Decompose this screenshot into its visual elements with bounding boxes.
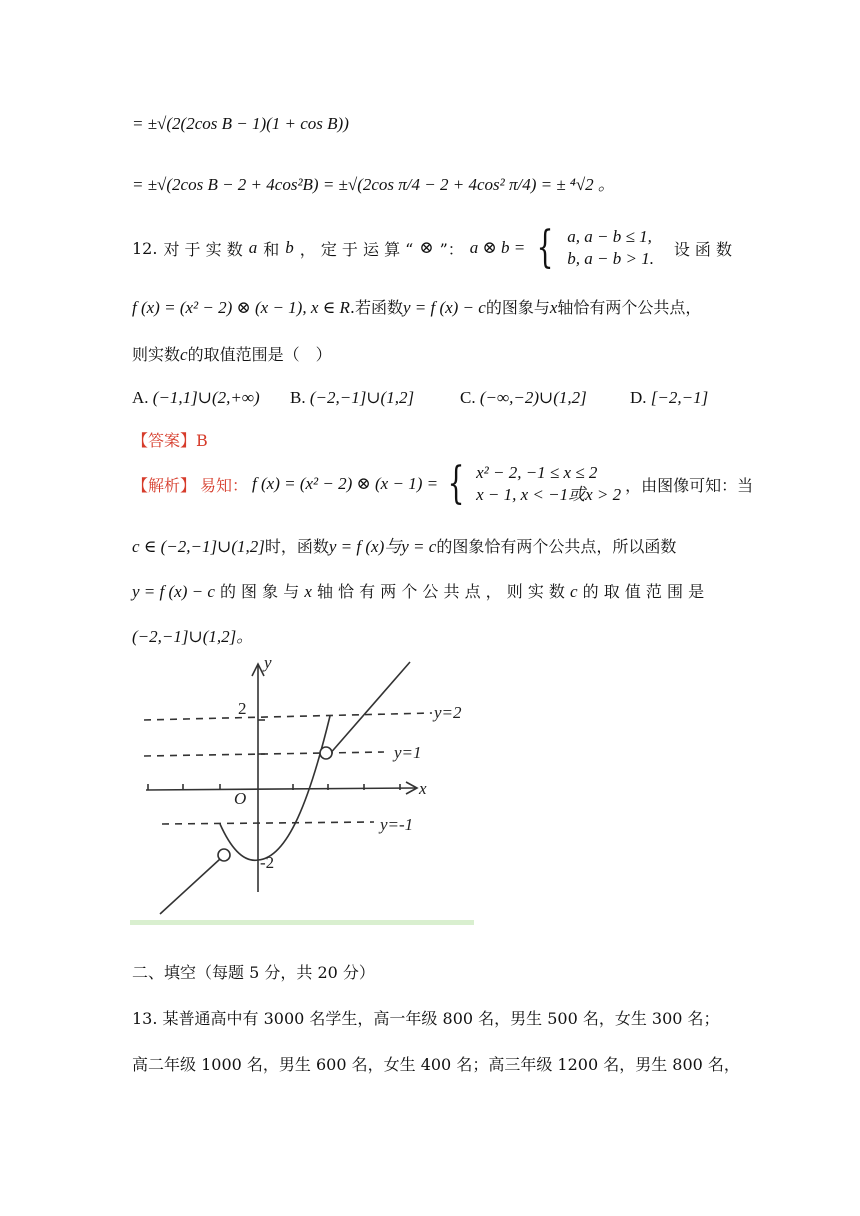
y-axis-label: y — [264, 653, 272, 672]
analysis-label: 【解析】 — [132, 475, 197, 495]
tick-label-m2: -2 — [260, 853, 275, 872]
q12-stem-h: 则实数 — [132, 345, 181, 364]
x-axis-line — [146, 788, 416, 790]
x-axis-label: x — [419, 779, 427, 798]
dashed-line-ym1 — [162, 822, 374, 824]
analysis-case-2: x − 1, x < −1或x > 2 — [476, 485, 622, 504]
analysis-after: ，由图像可知：当 — [625, 475, 754, 495]
q12-def-cases — [567, 226, 654, 270]
tick-label-2: 2 — [238, 699, 247, 718]
brace: { — [447, 458, 465, 509]
analysis-cases — [476, 462, 621, 506]
answer-label: 【答案】 — [132, 431, 197, 450]
option-c — [460, 388, 587, 408]
origin-label: O — [234, 789, 247, 808]
right-line-segment — [328, 662, 410, 756]
q12-line-1 — [132, 222, 732, 273]
option-a-label: A. — [132, 388, 149, 407]
q13-line-2 — [132, 1052, 740, 1075]
analysis-l3-expr: y = f (x) − c — [132, 582, 215, 601]
option-b-label: B. — [290, 388, 306, 407]
q12-y-expr: y = f (x) − c — [402, 298, 486, 317]
q12-def-lhs: a ⊗ b = — [469, 238, 526, 257]
q12-var-a: a — [248, 238, 258, 257]
q12-he: 和 — [263, 239, 280, 259]
q12-x-var: x — [549, 298, 558, 317]
analysis-l2-expr: y = f (x)与y = c — [328, 537, 437, 556]
option-a-text: (−1,1]∪(2,+∞) — [152, 388, 260, 407]
label-y1: y=1 — [394, 743, 422, 762]
derivation-line-1 — [132, 114, 349, 134]
section-2-title — [132, 960, 375, 983]
figure-baseline-bar — [130, 920, 474, 925]
q13-line-1-text: 13. 某普通高中有 3000 名学生，高一年级 800 名，男生 500 名，女生 300 名； — [132, 1009, 720, 1028]
section-2-title-text: 二、填空（每题 5 分，共 20 分） — [132, 963, 375, 982]
q12-var-b: b — [285, 238, 294, 257]
brace: { — [536, 222, 554, 273]
q12-stem-i: 的取值范围是（ ） — [187, 345, 332, 364]
option-d-text: [−2,−1] — [650, 388, 709, 407]
q12-fx-def: f (x) = (x² − 2) ⊗ (x − 1), x ∈ R — [132, 298, 350, 317]
analysis-l3-x: x — [304, 582, 312, 601]
option-d — [630, 388, 708, 408]
option-c-text: (−∞,−2)∪(1,2] — [479, 388, 587, 407]
analysis-fx-lhs: f (x) = (x² − 2) ⊗ (x − 1) = — [252, 474, 439, 493]
analysis-l3-c: c — [570, 582, 578, 601]
answer-value: B — [196, 431, 208, 450]
analysis-l4: (−2,−1]∪(1,2]。 — [132, 627, 254, 646]
analysis-line-1 — [132, 458, 754, 509]
q12-def-case-1: a, a − b ≤ 1, — [567, 227, 652, 246]
q12-line-2 — [132, 295, 701, 318]
analysis-cond: c ∈ (−2,−1]∪(1,2] — [132, 537, 265, 556]
q12-c-var: c — [180, 345, 188, 364]
analysis-l3-text3: 的 取 值 范 围 是 — [582, 582, 705, 601]
q12-op: ⊗ — [419, 238, 434, 257]
derivation-line-2 — [132, 170, 615, 195]
option-d-label: D. — [630, 388, 647, 407]
option-b-text: (−2,−1]∪(1,2] — [309, 388, 415, 407]
analysis-line-2 — [132, 532, 676, 557]
derivation-text-2: = ±√(2cos B − 2 + 4cos²B) = ±√(2cos π/4 − 2 + 4cos² π/4) = ± ⁴√2 。 — [132, 175, 615, 194]
function-graph — [128, 648, 478, 930]
analysis-case-1: x² − 2, −1 ≤ x ≤ 2 — [476, 463, 598, 482]
q12-def-case-2: b, a − b > 1. — [567, 249, 654, 268]
option-c-label: C. — [460, 388, 476, 407]
q12-stem-e: .若函数 — [349, 298, 403, 317]
q12-stem-d: 设 函 数 — [673, 239, 732, 259]
analysis-l2-text1: 时，函数 — [264, 537, 329, 556]
analysis-yizhi: 易知： — [200, 475, 249, 495]
open-circle-left — [218, 849, 230, 861]
dashed-line-y2 — [144, 713, 432, 720]
q12-stem-a: 对 于 实 数 — [163, 239, 243, 259]
analysis-line-3 — [132, 579, 704, 602]
q12-stem-g: 轴恰有两个公共点， — [557, 298, 702, 317]
left-line-segment — [160, 859, 220, 914]
q13-line-1 — [132, 1006, 720, 1029]
derivation-text-1: = ±√(2(2cos B − 1)(1 + cos B)) — [132, 114, 349, 133]
q13-line-2-text: 高二年级 1000 名，男生 600 名，女生 400 名；高三年级 1200 名，男生 800 名， — [132, 1055, 740, 1074]
q12-stem-b: ， 定 于 运 算 “ — [299, 239, 414, 259]
q12-stem-c: ”： — [439, 239, 464, 259]
analysis-line-4 — [132, 622, 253, 647]
q12-stem-f: 的图象与 — [485, 298, 550, 317]
q12-number: 12. — [132, 238, 158, 258]
label-y2: y=2 — [434, 703, 462, 722]
answer-line — [132, 428, 208, 451]
analysis-l3-text1: 的 图 象 与 — [219, 582, 300, 601]
option-b — [290, 388, 414, 408]
label-ym1: y=-1 — [380, 815, 414, 834]
q12-line-3 — [132, 342, 332, 365]
open-circle-right — [320, 747, 332, 759]
analysis-l3-text2: 轴 恰 有 两 个 公 共 点 ， 则 实 数 — [316, 582, 565, 601]
option-a — [132, 388, 260, 408]
analysis-l2-text2: 的图象恰有两个公共点，所以函数 — [436, 537, 677, 556]
